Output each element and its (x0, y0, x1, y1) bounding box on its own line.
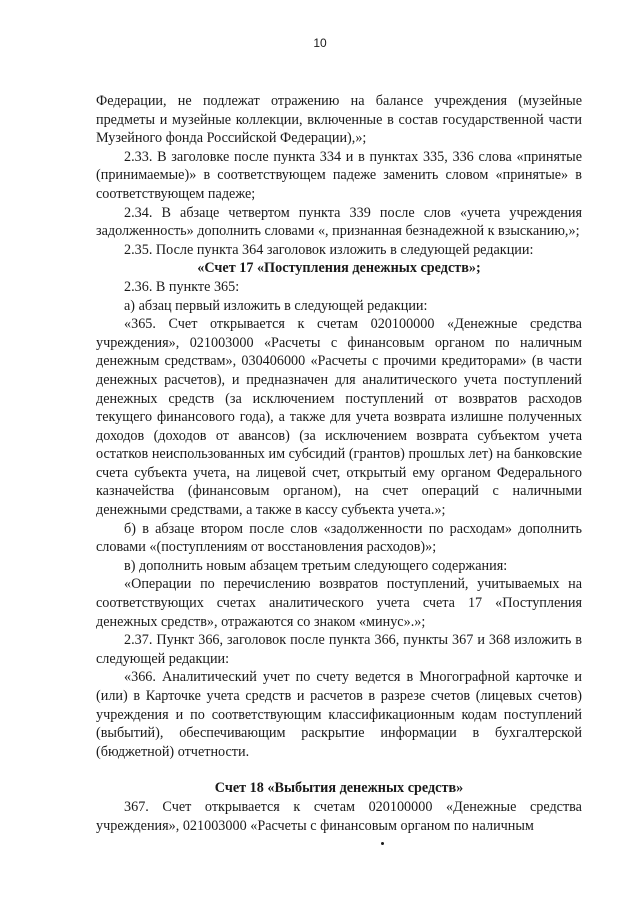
paragraph-refund-operations: «Операции по перечислению возвратов поступлений, учитываемых на соответствующих счетах аналитического учета счета 17 «Поступления денежных средств», отражаются со знаком «минус».»; (96, 576, 582, 630)
document-body (96, 92, 582, 835)
paragraph-2-37: 2.37. Пункт 366, заголовок после пункта 366, пункты 367 и 368 изложить в следующей редакции: (96, 632, 582, 667)
paragraph-366-text: «366. Аналитический учет по счету ведется в Многографной карточке и (или) в Карточке учета средств и расчетов в разрезе счетов (лицевых счетов) учреждения и по соответствующим классификационным кодам поступлений (выбытий), обеспечивающим раскрытие информации в бухгалтерской (бюджетной) отчетности. (96, 669, 582, 760)
paragraph-2-36: 2.36. В пункте 365: (124, 278, 240, 295)
paragraph-continuation: Федерации, не подлежат отражению на балансе учреждения (музейные предметы и музейные коллекции, включенные в состав государственной части Музейного фонда Российской Федерации),»; (96, 93, 582, 147)
paragraph-2-36-c: в) дополнить новым абзацем третьим следующего содержания: (124, 557, 508, 574)
paragraph-2-36-a: а) абзац первый изложить в следующей редакции: (124, 297, 428, 314)
heading-account-18: Счет 18 «Выбытия денежных средств» (214, 780, 464, 797)
heading-account-17: «Счет 17 «Поступления денежных средств»; (197, 260, 481, 277)
paragraph-2-33: 2.33. В заголовке после пункта 334 и в пунктах 335, 336 слова «принятые (принимаемые)» в соответствующем падеже заменить словом «принятые» в соответствующем падеже; (96, 148, 582, 202)
scan-dot-mark (381, 842, 384, 845)
page-number: 10 (313, 36, 327, 50)
paragraph-2-34: 2.34. В абзаце четвертом пункта 339 после слов «учета учреждения задолженность» дополнить словами «, признанная безнадежной к взысканию,»; (96, 204, 582, 240)
paragraph-365-text: «365. Счет открывается к счетам 020100000 «Денежные средства учреждения», 021003000 «Расчеты с финансовым органом по наличным денежным средствам», 030406000 «Расчеты с прочими кредиторами» (в части денежных расчетов), и предназначен для аналитического учета поступлений денежных средств (за исключением поступлений от возвратов расходов текущего финансового года), а также для учета возврата излишне полученных доходов (доходов от авансов) (за исключением возврата субъектом учета остатков неиспользованных им субсидий (грантов) прошлых лет) на банковские счета субъекта учета, на лицевой счет, открытый ему органом Федерального казначейства (финансовым органом), на счет операций с наличными денежными средствами, а также в кассу субъекта учета.»; (96, 316, 582, 519)
paragraph-367-text: 367. Счет открывается к счетам 020100000 «Денежные средства учреждения», 021003000 «Расчеты с финансовым органом по наличным (96, 798, 582, 834)
paragraph-2-35: 2.35. После пункта 364 заголовок изложить в следующей редакции: (124, 241, 534, 258)
paragraph-2-36-b: б) в абзаце втором после слов «задолженности по расходам» дополнить словами «(поступлениям от восстановления расходов)»; (96, 520, 582, 556)
